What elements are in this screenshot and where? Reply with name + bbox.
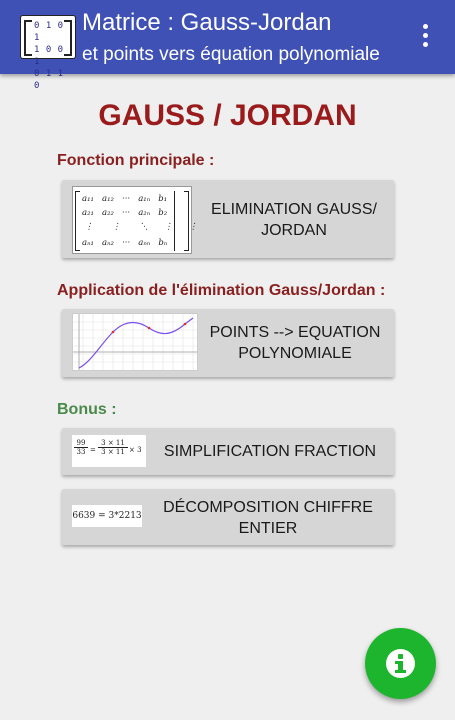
info-button[interactable] <box>365 628 436 699</box>
fraction-thumbnail: $\frac{99}{33}$ = $\frac{3 \times 11}{3 \times 11}$ × 3 <box>72 435 146 467</box>
page-title: GAUSS / JORDAN <box>98 99 357 132</box>
simplify-fraction-button[interactable] <box>62 428 394 475</box>
section-label-bonus: Bonus : <box>57 401 117 418</box>
simplify-fraction-label: SIMPLIFICATION FRACTION <box>163 443 377 460</box>
augmented-matrix-thumbnail: a₁₁ a₁₂ ··· a₁ₙ b₁ a₂₁ a₂₂ ··· a₂ₙ b₂ ⋮ ⋮ ⋱ ⋮ ⋮ aₙ₁ aₙ₂ ··· aₙₙ bₙ <box>72 186 192 254</box>
more-vert-icon[interactable] <box>413 22 437 52</box>
app-bar <box>0 0 455 91</box>
gauss-elimination-label: ELIMINATION GAUSS/ JORDAN <box>211 201 377 239</box>
decomposition-thumbnail: 6639 = 3*2213 <box>72 505 142 527</box>
section-label-main-function: Fonction principale : <box>57 152 215 169</box>
points-to-polynomial-button[interactable] <box>62 309 394 377</box>
section-label-application: Application de l'élimination Gauss/Jordan : <box>57 282 386 299</box>
polynomial-graph-thumbnail <box>72 313 198 371</box>
app-title: Matrice : Gauss-Jordan <box>82 9 332 36</box>
app-matrix-icon: 0 1 0 1 1 0 0 1 0 1 1 0 <box>20 15 76 59</box>
decompose-integer-button[interactable] <box>62 489 394 545</box>
points-to-polynomial-label: POINTS --> EQUATION POLYNOMIALE <box>209 324 381 362</box>
info-icon <box>386 649 415 678</box>
app-subtitle: et points vers équation polynomiale <box>82 44 380 65</box>
gauss-elimination-button[interactable] <box>62 180 394 258</box>
decompose-integer-label: DÉCOMPOSITION CHIFFRE ENTIER <box>163 499 373 537</box>
